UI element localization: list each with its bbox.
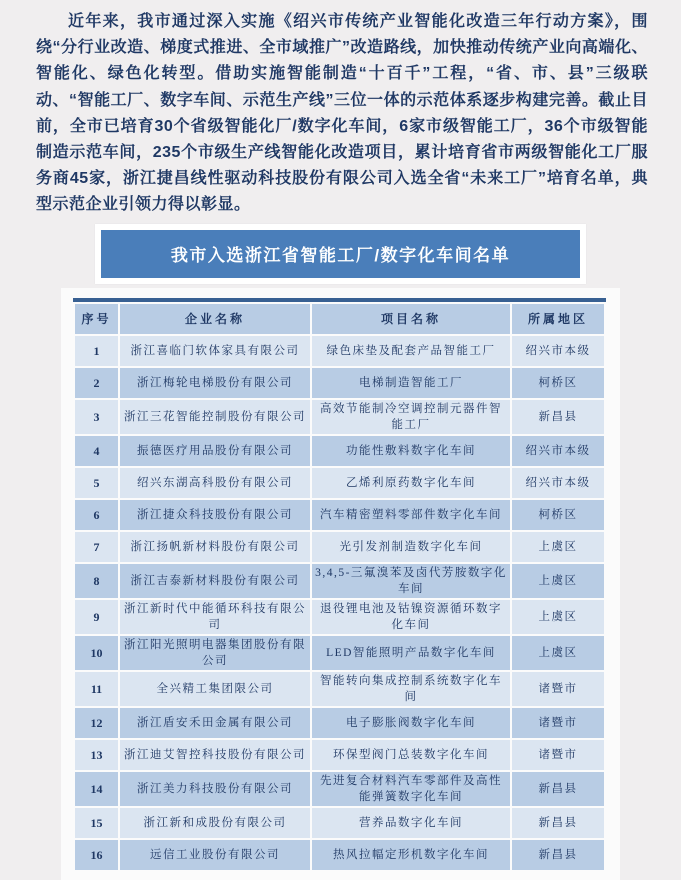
row-index: 13 xyxy=(75,740,118,770)
company-name: 绍兴东湖高科股份有限公司 xyxy=(120,468,310,498)
district: 柯桥区 xyxy=(512,500,604,530)
banner-container xyxy=(95,224,586,284)
row-index: 10 xyxy=(75,636,118,670)
smart-factory-table xyxy=(73,302,606,872)
district: 新昌县 xyxy=(512,840,604,870)
column-header-district: 所属地区 xyxy=(512,304,604,334)
row-index: 4 xyxy=(75,436,118,466)
district: 新昌县 xyxy=(512,808,604,838)
row-index: 9 xyxy=(75,600,118,634)
district: 上虞区 xyxy=(512,564,604,598)
row-index: 2 xyxy=(75,368,118,398)
company-name: 浙江新时代中能循环科技有限公司 xyxy=(120,600,310,634)
row-index: 3 xyxy=(75,400,118,434)
row-index: 1 xyxy=(75,336,118,366)
district: 诸暨市 xyxy=(512,672,604,706)
row-index: 8 xyxy=(75,564,118,598)
table-row xyxy=(75,336,604,366)
company-name: 浙江吉泰新材料股份有限公司 xyxy=(120,564,310,598)
table-header-row xyxy=(75,304,604,334)
district: 上虞区 xyxy=(512,532,604,562)
company-name: 远信工业股份有限公司 xyxy=(120,840,310,870)
project-name: 先进复合材料汽车零部件及高性能弹簧数字化车间 xyxy=(312,772,510,806)
district: 新昌县 xyxy=(512,772,604,806)
company-name: 浙江阳光照明电器集团股份有限公司 xyxy=(120,636,310,670)
district: 上虞区 xyxy=(512,600,604,634)
project-name: 环保型阀门总装数字化车间 xyxy=(312,740,510,770)
district: 绍兴市本级 xyxy=(512,436,604,466)
intro-paragraph: 近年来，我市通过深入实施《绍兴市传统产业智能化改造三年行动方案》，围绕“分行业改造、梯度式推进、全市域推广”改造路线，加快推动传统产业向高端化、智能化、绿色化转型。借助实施智能制造“十百千”工程，“省、市、县”三级联动、“智能工厂、数字车间、示范生产线”三位一体的示范体系逐步构建完善。截止目前，全市已培育30个省级智能化厂/数字化车间，6家市级智能工厂，36个市级智能制造示范车间，235个市级生产线智能化改造项目，累计培育省市两级智能化工厂服务商45家，浙江捷昌线性驱动科技股份有限公司入选全省“未来工厂”培育名单，典型示范企业引领力得以彰显。 xyxy=(36,13,648,214)
project-name: 退役锂电池及钴镍资源循环数字化车间 xyxy=(312,600,510,634)
project-name: 3,4,5-三氟溴苯及卤代芳胺数字化车间 xyxy=(312,564,510,598)
company-name: 全兴精工集团限公司 xyxy=(120,672,310,706)
company-name: 浙江三花智能控制股份有限公司 xyxy=(120,400,310,434)
project-name: 营养品数字化车间 xyxy=(312,808,510,838)
table-row xyxy=(75,772,604,806)
project-name: 高效节能制冷空调控制元器件智能工厂 xyxy=(312,400,510,434)
project-name: LED智能照明产品数字化车间 xyxy=(312,636,510,670)
project-name: 乙烯利原药数字化车间 xyxy=(312,468,510,498)
row-index: 14 xyxy=(75,772,118,806)
company-name: 浙江喜临门软体家具有限公司 xyxy=(120,336,310,366)
column-header-company: 企业名称 xyxy=(120,304,310,334)
company-name: 浙江捷众科技股份有限公司 xyxy=(120,500,310,530)
table-row xyxy=(75,500,604,530)
row-index: 16 xyxy=(75,840,118,870)
table-container xyxy=(61,288,620,880)
company-name: 浙江迪艾智控科技股份有限公司 xyxy=(120,740,310,770)
banner-title: 我市入选浙江省智能工厂/数字化车间名单 xyxy=(170,246,511,266)
table-row xyxy=(75,436,604,466)
company-name: 振德医疗用品股份有限公司 xyxy=(120,436,310,466)
row-index: 6 xyxy=(75,500,118,530)
banner xyxy=(101,230,580,278)
project-name: 电梯制造智能工厂 xyxy=(312,368,510,398)
project-name: 绿色床垫及配套产品智能工厂 xyxy=(312,336,510,366)
row-index: 12 xyxy=(75,708,118,738)
table-row xyxy=(75,368,604,398)
column-header-index: 序号 xyxy=(75,304,118,334)
table-row xyxy=(75,564,604,598)
table-row xyxy=(75,672,604,706)
project-name: 智能转向集成控制系统数字化车间 xyxy=(312,672,510,706)
table-header xyxy=(75,304,604,334)
district: 柯桥区 xyxy=(512,368,604,398)
project-name: 电子膨胀阀数字化车间 xyxy=(312,708,510,738)
district: 新昌县 xyxy=(512,400,604,434)
project-name: 汽车精密塑料零部件数字化车间 xyxy=(312,500,510,530)
company-name: 浙江梅轮电梯股份有限公司 xyxy=(120,368,310,398)
company-name: 浙江美力科技股份有限公司 xyxy=(120,772,310,806)
company-name: 浙江盾安禾田金属有限公司 xyxy=(120,708,310,738)
table-row xyxy=(75,740,604,770)
project-name: 热风拉幅定形机数字化车间 xyxy=(312,840,510,870)
column-header-project: 项目名称 xyxy=(312,304,510,334)
table-row xyxy=(75,600,604,634)
row-index: 15 xyxy=(75,808,118,838)
district: 上虞区 xyxy=(512,636,604,670)
district: 诸暨市 xyxy=(512,740,604,770)
district: 诸暨市 xyxy=(512,708,604,738)
table-row xyxy=(75,840,604,870)
district: 绍兴市本级 xyxy=(512,468,604,498)
table-row xyxy=(75,532,604,562)
project-name: 功能性敷料数字化车间 xyxy=(312,436,510,466)
project-name: 光引发剂制造数字化车间 xyxy=(312,532,510,562)
table-row xyxy=(75,636,604,670)
table-body xyxy=(75,336,604,870)
table-row xyxy=(75,400,604,434)
company-name: 浙江新和成股份有限公司 xyxy=(120,808,310,838)
row-index: 11 xyxy=(75,672,118,706)
district: 绍兴市本级 xyxy=(512,336,604,366)
table-row xyxy=(75,808,604,838)
row-index: 7 xyxy=(75,532,118,562)
row-index: 5 xyxy=(75,468,118,498)
table-row xyxy=(75,708,604,738)
table-row xyxy=(75,468,604,498)
company-name: 浙江扬帆新材料股份有限公司 xyxy=(120,532,310,562)
